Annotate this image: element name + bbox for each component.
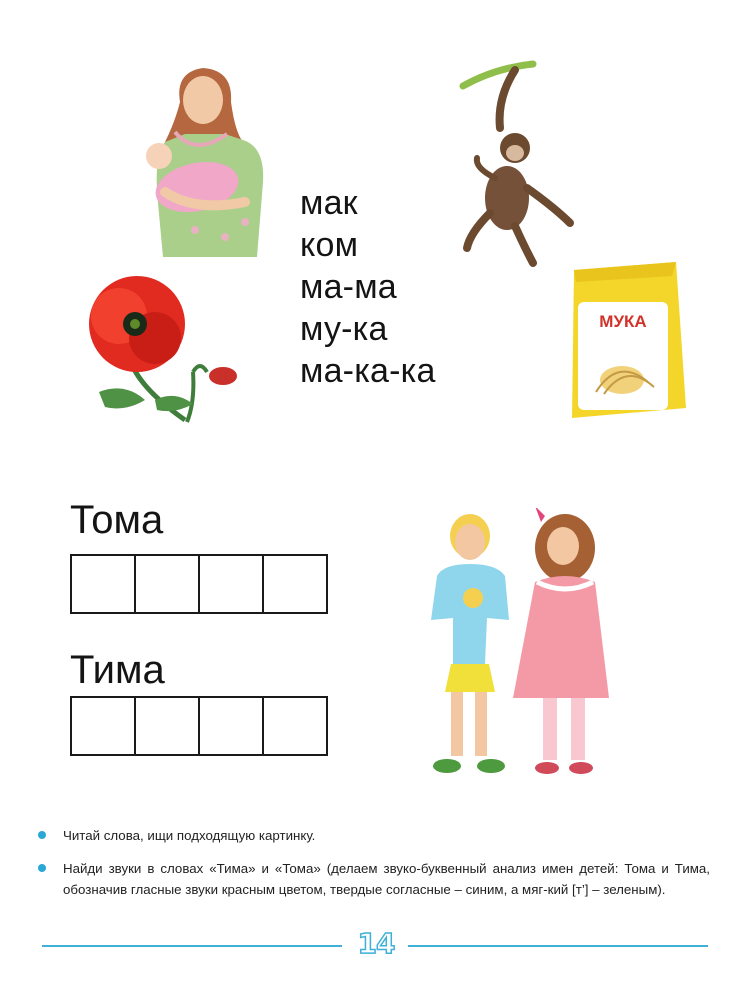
- children-tom-tima-illustration: [425, 508, 615, 783]
- word-item: му-ка: [300, 310, 388, 348]
- poppy-flower-illustration: [75, 272, 245, 432]
- sound-cell[interactable]: [72, 698, 136, 754]
- flour-bag-label: МУКА: [599, 312, 647, 331]
- bullet-icon: [38, 864, 46, 872]
- sound-cell[interactable]: [264, 698, 328, 754]
- mother-with-baby-illustration: [135, 62, 270, 257]
- instruction-text: Найди звуки в словах «Тима» и «Тома» (делаем звуко-буквенный анализ имен детей: Тома и Тима, обозначив гласные звуки красным цветом, твердые согласные – синим, а мяг-кий [т’] – зеленым).: [63, 861, 710, 897]
- sound-cell[interactable]: [136, 556, 200, 612]
- instruction-2: [38, 858, 710, 900]
- bullet-icon: [38, 831, 46, 839]
- instruction-1: [38, 825, 710, 846]
- footer-line-right: [408, 945, 708, 947]
- flour-bag-illustration: [568, 262, 686, 418]
- name-heading-tima: Тима: [70, 648, 165, 692]
- sound-cell[interactable]: [200, 556, 264, 612]
- word-item: мак: [300, 184, 358, 222]
- instruction-text: Читай слова, ищи подходящую картинку.: [63, 828, 316, 843]
- sound-cell[interactable]: [264, 556, 328, 612]
- monkey-illustration: [455, 58, 580, 273]
- word-item: ма-ка-ка: [300, 352, 436, 390]
- name-heading-toma: Тома: [70, 498, 164, 542]
- word-item: ком: [300, 226, 359, 264]
- sound-cell[interactable]: [72, 556, 136, 612]
- sound-scheme-toma: [70, 554, 328, 614]
- sound-cell[interactable]: [136, 698, 200, 754]
- footer-line-left: [42, 945, 342, 947]
- flour-bag-shape: [568, 262, 686, 418]
- page-number: 14: [357, 927, 395, 960]
- sound-scheme-tima: [70, 696, 328, 756]
- word-list: [300, 182, 436, 392]
- word-item: ма-ма: [300, 268, 397, 306]
- sound-cell[interactable]: [200, 698, 264, 754]
